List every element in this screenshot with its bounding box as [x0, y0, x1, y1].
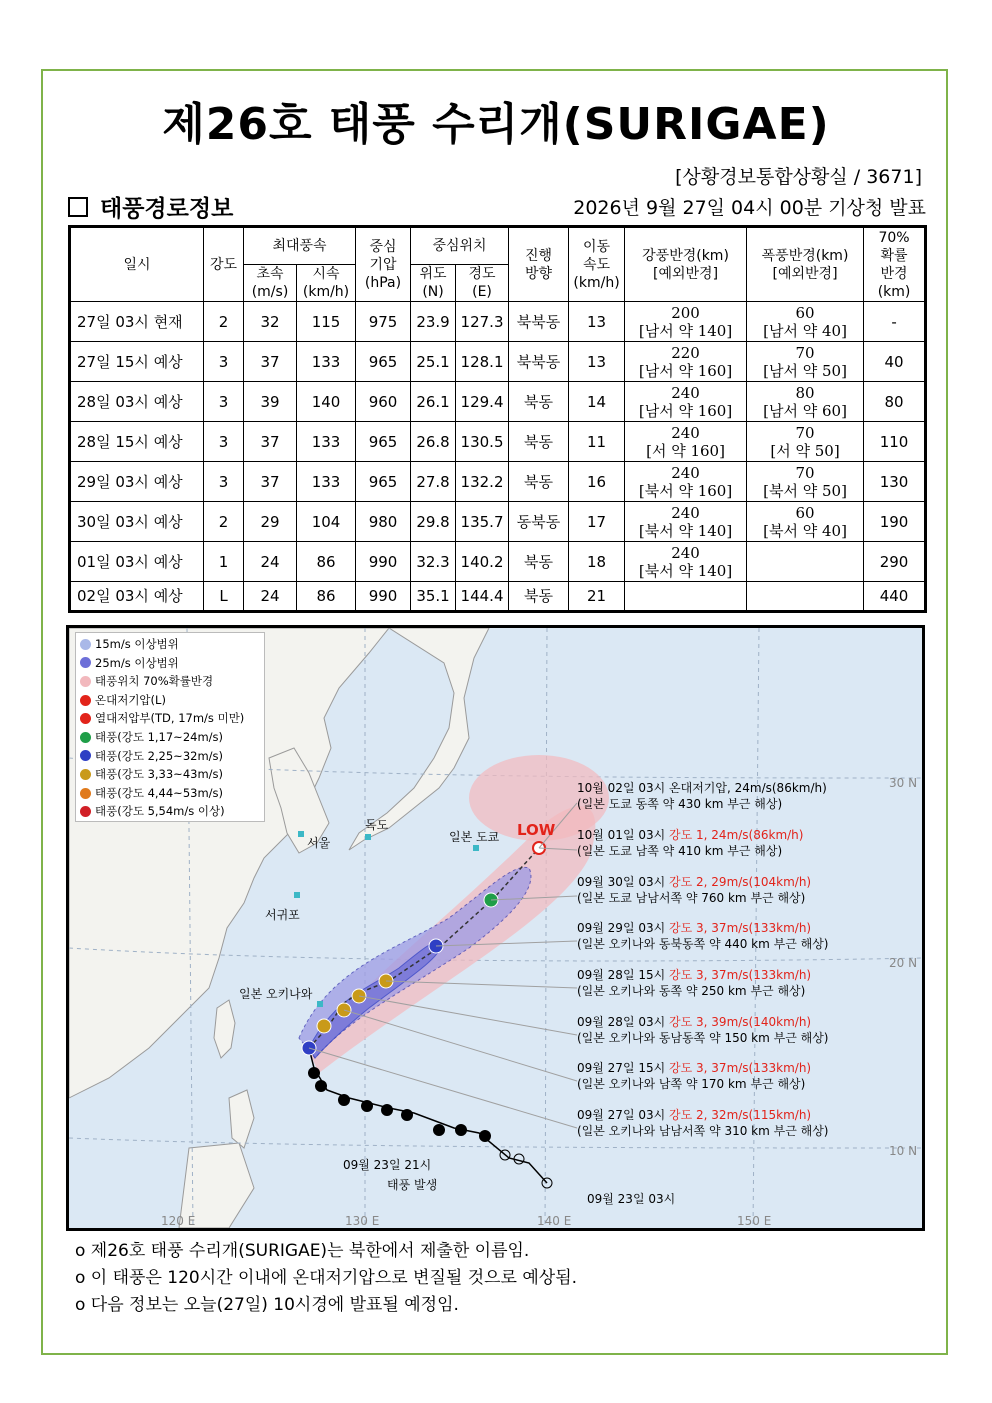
legend-label: 25m/s 이상범위 — [95, 655, 179, 670]
row-strong-radius — [625, 302, 747, 342]
legend-label: 태풍위치 70%확률반경 — [95, 674, 214, 689]
row-datetime: 29일 03시 예상 — [70, 462, 204, 502]
row-lon: 140.2 — [456, 542, 509, 582]
row-lat: 32.3 — [411, 542, 456, 582]
annotation-time: 09월 27일 15시 — [577, 1061, 670, 1075]
header-strong-radius: 강풍반경(km) [예외반경] — [625, 227, 747, 302]
row-direction: 북동 — [509, 462, 569, 502]
place-seogwipo: 서귀포 — [265, 908, 300, 922]
light-blue-circle — [80, 639, 91, 650]
row-storm-radius — [747, 502, 864, 542]
row-datetime: 02일 03시 예상 — [70, 582, 204, 612]
td-icon — [80, 713, 91, 724]
row-storm-radius — [747, 542, 864, 582]
row-speed: 11 — [569, 422, 625, 462]
checkbox-icon — [68, 197, 88, 217]
row-direction: 동북동 — [509, 502, 569, 542]
row-datetime: 27일 15시 예상 — [70, 342, 204, 382]
annotation-intensity: 강도 3, 39m/s(140km/h) — [669, 1015, 812, 1029]
row-storm-radius-exception: [북서 약 40] — [763, 521, 847, 540]
row-datetime: 30일 03시 예상 — [70, 502, 204, 542]
row-strong-radius — [625, 582, 747, 612]
row-lon: 130.5 — [456, 422, 509, 462]
track-table — [68, 225, 927, 613]
row-strong-radius-exception: [남서 약 140] — [638, 321, 733, 340]
header-max-wind: 최대풍속 — [244, 227, 356, 265]
track-annotation — [577, 1014, 829, 1046]
row-strong-radius-exception: [서 약 160] — [646, 441, 725, 460]
legend-item — [80, 635, 260, 654]
header-direction: 진행 방향 — [509, 227, 569, 302]
issued-time: 2026년 9월 27일 04시 00분 기상청 발표 — [573, 197, 926, 219]
row-lat: 35.1 — [411, 582, 456, 612]
row-wind-kmh: 104 — [297, 502, 356, 542]
annotation-time: 09월 30일 03시 — [577, 875, 670, 889]
header-pressure: 중심 기압 (hPa) — [356, 227, 411, 302]
row-wind-kmh: 86 — [297, 542, 356, 582]
header-wind-kmh: 시속 (km/h) — [297, 265, 356, 302]
row-intensity: L — [204, 582, 244, 612]
lon-label: 150 E — [737, 1214, 772, 1228]
annotation-time: 09월 28일 15시 — [577, 968, 670, 982]
row-pressure: 990 — [356, 582, 411, 612]
row-wind-ms: 39 — [244, 382, 297, 422]
lat-label: 10 N — [889, 1144, 918, 1158]
row-wind-kmh: 133 — [297, 462, 356, 502]
annotation-line1 — [577, 1060, 811, 1076]
legend-label: 15m/s 이상범위 — [95, 637, 179, 651]
genesis-label: 09월 23일 21시 — [343, 1158, 432, 1172]
annotation-intensity: 강도 3, 37m/s(133km/h) — [669, 968, 812, 982]
row-strong-radius-exception: [남서 약 160] — [638, 401, 733, 420]
page-title: 제26호 태풍 수리개(SURIGAE) — [162, 99, 830, 150]
row-strong-radius — [625, 382, 747, 422]
typhoon-track-map — [66, 625, 925, 1231]
row-storm-radius-value: 70 — [795, 343, 815, 362]
blue-circle — [80, 657, 91, 668]
annotation-location: (일본 오키나와 남쪽 약 170 km 부근 해상) — [577, 1077, 806, 1091]
annotation-time: 09월 29일 03시 — [577, 921, 670, 935]
row-direction: 북동 — [509, 422, 569, 462]
track-row — [70, 542, 926, 582]
legend-item — [80, 802, 260, 821]
track-annotation — [577, 967, 811, 999]
row-prob-radius: 290 — [864, 542, 926, 582]
header-intensity: 강도 — [204, 227, 244, 302]
row-wind-kmh: 133 — [297, 422, 356, 462]
row-prob-radius: 190 — [864, 502, 926, 542]
row-datetime: 28일 03시 예상 — [70, 382, 204, 422]
row-strong-radius-value: 240 — [671, 383, 700, 402]
legend-item — [80, 747, 260, 766]
row-datetime: 01일 03시 예상 — [70, 542, 204, 582]
typhoon-past-marker — [315, 1080, 327, 1092]
track-row — [70, 502, 926, 542]
legend-item — [80, 784, 260, 803]
typhoon-1-icon — [80, 732, 91, 743]
pink-circle — [80, 676, 91, 687]
track-annotation — [577, 874, 811, 906]
annotation-time: 09월 28일 03시 — [577, 1015, 670, 1029]
annotation-intensity: 강도 1, 24m/s(86km/h) — [669, 828, 804, 842]
annotation-line1 — [577, 874, 811, 890]
annotation-intensity: 강도 2, 29m/s(104km/h) — [669, 875, 812, 889]
row-strong-radius-exception: [남서 약 160] — [638, 361, 733, 380]
track-annotation — [577, 827, 803, 859]
typhoon-past-marker — [361, 1100, 373, 1112]
row-wind-kmh: 86 — [297, 582, 356, 612]
typhoon-past-marker — [401, 1109, 413, 1121]
row-intensity: 3 — [204, 462, 244, 502]
row-prob-radius: 40 — [864, 342, 926, 382]
typhoon-3-icon — [80, 769, 91, 780]
legend-item — [80, 654, 260, 673]
row-lat: 26.8 — [411, 422, 456, 462]
row-pressure: 965 — [356, 342, 411, 382]
row-speed: 17 — [569, 502, 625, 542]
row-storm-radius-exception: [북서 약 50] — [763, 481, 847, 500]
lat-label: 30 N — [889, 776, 918, 790]
row-storm-radius-value: 60 — [795, 503, 815, 522]
typhoon-5-icon — [80, 806, 91, 817]
header-lon: 경도 (E) — [456, 265, 509, 302]
row-lat: 29.8 — [411, 502, 456, 542]
row-strong-radius-exception: [북서 약 140] — [638, 561, 733, 580]
legend-label: 태풍(강도 2,25~32m/s) — [95, 748, 224, 763]
section-label: 태풍경로정보 — [100, 196, 234, 222]
legend-label: 태풍(강도 1,17~24m/s) — [95, 729, 224, 744]
lat-label: 20 N — [889, 956, 918, 970]
row-speed: 13 — [569, 342, 625, 382]
legend-label: 열대저압부(TD, 17m/s 미만) — [95, 711, 245, 726]
typhoon-past-marker — [479, 1130, 491, 1142]
legend-item — [80, 672, 260, 691]
typhoon-past-marker — [381, 1104, 393, 1116]
row-strong-radius-value: 240 — [671, 463, 700, 482]
row-strong-radius — [625, 542, 747, 582]
place-seoul: 서울 — [307, 836, 331, 850]
row-prob-radius: 110 — [864, 422, 926, 462]
row-lat: 27.8 — [411, 462, 456, 502]
annotation-location: (일본 도쿄 남쪽 약 410 km 부근 해상) — [577, 844, 783, 858]
row-storm-radius — [747, 342, 864, 382]
row-direction: 북동 — [509, 582, 569, 612]
row-speed: 16 — [569, 462, 625, 502]
row-strong-radius-value: 240 — [671, 423, 700, 442]
header-wind-ms: 초속 (m/s) — [244, 265, 297, 302]
row-strong-radius — [625, 462, 747, 502]
header-speed: 이동 속도 (km/h) — [569, 227, 625, 302]
row-wind-ms: 29 — [244, 502, 297, 542]
header-storm-radius: 폭풍반경(km) [예외반경] — [747, 227, 864, 302]
row-lon: 132.2 — [456, 462, 509, 502]
legend-item — [80, 709, 260, 728]
legend-item — [80, 691, 260, 710]
legend-item — [80, 728, 260, 747]
row-lon: 129.4 — [456, 382, 509, 422]
legend-label: 온대저기압(L) — [95, 692, 166, 707]
typhoon-past-marker — [308, 1067, 320, 1079]
annotation-time: 10월 01일 03시 — [577, 828, 670, 842]
row-strong-radius — [625, 342, 747, 382]
typhoon-past-marker — [455, 1124, 467, 1136]
row-strong-radius-value: 240 — [671, 543, 700, 562]
row-wind-kmh: 133 — [297, 342, 356, 382]
annotation-location: (일본 도쿄 동쪽 약 430 km 부근 해상) — [577, 797, 783, 811]
row-direction: 북동 — [509, 382, 569, 422]
note-item: o 이 태풍은 120시간 이내에 온대저기압으로 변질될 것으로 예상됨. — [75, 1268, 578, 1288]
annotation-time: 10월 02일 03시 온대저기압, 24m/s(86km/h) — [577, 781, 827, 795]
row-pressure: 960 — [356, 382, 411, 422]
row-direction: 북동 — [509, 542, 569, 582]
annotation-line1 — [577, 780, 827, 796]
row-direction: 북북동 — [509, 342, 569, 382]
row-storm-radius — [747, 382, 864, 422]
note-item: o 다음 정보는 오늘(27일) 10시경에 발표될 예정임. — [75, 1295, 459, 1315]
row-lon: 127.3 — [456, 302, 509, 342]
row-lon: 135.7 — [456, 502, 509, 542]
source-office: [상황경보통합상황실 / 3671] — [675, 166, 922, 188]
row-wind-kmh: 115 — [297, 302, 356, 342]
annotation-location: (일본 오키나와 동쪽 약 250 km 부근 해상) — [577, 984, 806, 998]
row-storm-radius-exception: [남서 약 50] — [763, 361, 847, 380]
row-storm-radius-value: 70 — [795, 463, 815, 482]
row-intensity: 3 — [204, 382, 244, 422]
row-storm-radius — [747, 582, 864, 612]
track-row — [70, 382, 926, 422]
row-strong-radius-exception: [북서 약 160] — [638, 481, 733, 500]
row-prob-radius: 80 — [864, 382, 926, 422]
start-label: 09월 23일 03시 — [587, 1192, 676, 1206]
row-speed: 13 — [569, 302, 625, 342]
row-intensity: 1 — [204, 542, 244, 582]
row-storm-radius-exception: [남서 약 40] — [763, 321, 847, 340]
row-pressure: 965 — [356, 422, 411, 462]
annotation-time: 09월 27일 03시 — [577, 1108, 670, 1122]
annotation-location: (일본 오키나와 동남동쪽 약 150 km 부근 해상) — [577, 1031, 829, 1045]
legend-label: 태풍(강도 4,44~53m/s) — [95, 785, 224, 800]
track-annotation — [577, 920, 829, 952]
place-okinawa: 일본 오키나와 — [239, 987, 313, 1001]
low-icon — [80, 695, 91, 706]
track-row — [70, 582, 926, 612]
lon-label: 140 E — [537, 1214, 572, 1228]
typhoon-past-marker — [338, 1094, 350, 1106]
row-wind-ms: 24 — [244, 582, 297, 612]
typhoon-3-icon — [317, 1019, 331, 1033]
track-annotation — [577, 1060, 811, 1092]
genesis-label-sub: 태풍 발생 — [387, 1178, 438, 1192]
lon-label: 120 E — [161, 1214, 196, 1228]
row-wind-ms: 37 — [244, 422, 297, 462]
track-row — [70, 422, 926, 462]
typhoon-4-icon — [80, 788, 91, 799]
row-storm-radius — [747, 422, 864, 462]
legend-label: 태풍(강도 3,33~43m/s) — [95, 767, 224, 782]
annotation-line1 — [577, 1107, 829, 1123]
row-wind-kmh: 140 — [297, 382, 356, 422]
row-pressure: 990 — [356, 542, 411, 582]
header-datetime: 일시 — [70, 227, 204, 302]
track-row — [70, 462, 926, 502]
legend-label: 태풍(강도 5,54m/s 이상) — [95, 804, 225, 819]
row-storm-radius — [747, 302, 864, 342]
row-lat: 23.9 — [411, 302, 456, 342]
row-wind-ms: 37 — [244, 342, 297, 382]
row-direction: 북북동 — [509, 302, 569, 342]
row-wind-ms: 37 — [244, 462, 297, 502]
row-storm-radius-value: 60 — [795, 303, 815, 322]
notes — [75, 1238, 577, 1319]
typhoon-2-icon — [80, 750, 91, 761]
row-intensity: 3 — [204, 422, 244, 462]
row-storm-radius-exception: [서 약 50] — [770, 441, 840, 460]
row-prob-radius: - — [864, 302, 926, 342]
row-strong-radius-value: 220 — [671, 343, 700, 362]
row-wind-ms: 24 — [244, 542, 297, 582]
note-item: o 제26호 태풍 수리개(SURIGAE)는 북한에서 제출한 이름임. — [75, 1241, 530, 1261]
row-datetime: 28일 15시 예상 — [70, 422, 204, 462]
annotation-line1 — [577, 827, 803, 843]
annotation-line1 — [577, 920, 829, 936]
track-annotation — [577, 780, 827, 812]
row-wind-ms: 32 — [244, 302, 297, 342]
row-strong-radius-exception: [북서 약 140] — [638, 521, 733, 540]
header-prob-radius: 70% 확률 반경 (km) — [864, 227, 926, 302]
row-prob-radius: 130 — [864, 462, 926, 502]
track-row — [70, 302, 926, 342]
row-intensity: 3 — [204, 342, 244, 382]
row-intensity: 2 — [204, 302, 244, 342]
row-speed: 14 — [569, 382, 625, 422]
map-legend — [75, 632, 265, 822]
low-label: LOW — [517, 821, 556, 839]
annotation-intensity: 강도 3, 37m/s(133km/h) — [669, 921, 812, 935]
place-tokyo: 일본 도쿄 — [449, 830, 500, 844]
annotation-location: (일본 오키나와 동북동쪽 약 440 km 부근 해상) — [577, 937, 829, 951]
header-lat: 위도 (N) — [411, 265, 456, 302]
row-pressure: 980 — [356, 502, 411, 542]
row-lat: 25.1 — [411, 342, 456, 382]
row-strong-radius — [625, 502, 747, 542]
annotation-intensity: 강도 2, 32m/s(115km/h) — [669, 1108, 812, 1122]
header-center: 중심위치 — [411, 227, 509, 265]
row-pressure: 975 — [356, 302, 411, 342]
typhoon-past-marker — [433, 1124, 445, 1136]
row-intensity: 2 — [204, 502, 244, 542]
annotation-line1 — [577, 967, 811, 983]
row-storm-radius — [747, 462, 864, 502]
row-speed: 18 — [569, 542, 625, 582]
row-strong-radius — [625, 422, 747, 462]
row-storm-radius-exception: [남서 약 60] — [763, 401, 847, 420]
lon-label: 130 E — [345, 1214, 380, 1228]
annotation-location: (일본 도쿄 남남서쪽 약 760 km 부근 해상) — [577, 891, 806, 905]
track-row — [70, 342, 926, 382]
row-strong-radius-value: 200 — [671, 303, 700, 322]
row-strong-radius-value: 240 — [671, 503, 700, 522]
section-heading — [68, 190, 233, 223]
row-storm-radius-value: 80 — [795, 383, 815, 402]
row-pressure: 965 — [356, 462, 411, 502]
annotation-intensity: 강도 3, 37m/s(133km/h) — [669, 1061, 812, 1075]
row-lon: 144.4 — [456, 582, 509, 612]
row-prob-radius: 440 — [864, 582, 926, 612]
row-storm-radius-value: 70 — [795, 423, 815, 442]
row-lon: 128.1 — [456, 342, 509, 382]
row-speed: 21 — [569, 582, 625, 612]
annotation-location: (일본 오키나와 남남서쪽 약 310 km 부근 해상) — [577, 1124, 829, 1138]
row-lat: 26.1 — [411, 382, 456, 422]
annotation-line1 — [577, 1014, 829, 1030]
legend-item — [80, 765, 260, 784]
place-dokdo: 독도 — [365, 818, 389, 832]
track-annotation — [577, 1107, 829, 1139]
row-datetime: 27일 03시 현재 — [70, 302, 204, 342]
